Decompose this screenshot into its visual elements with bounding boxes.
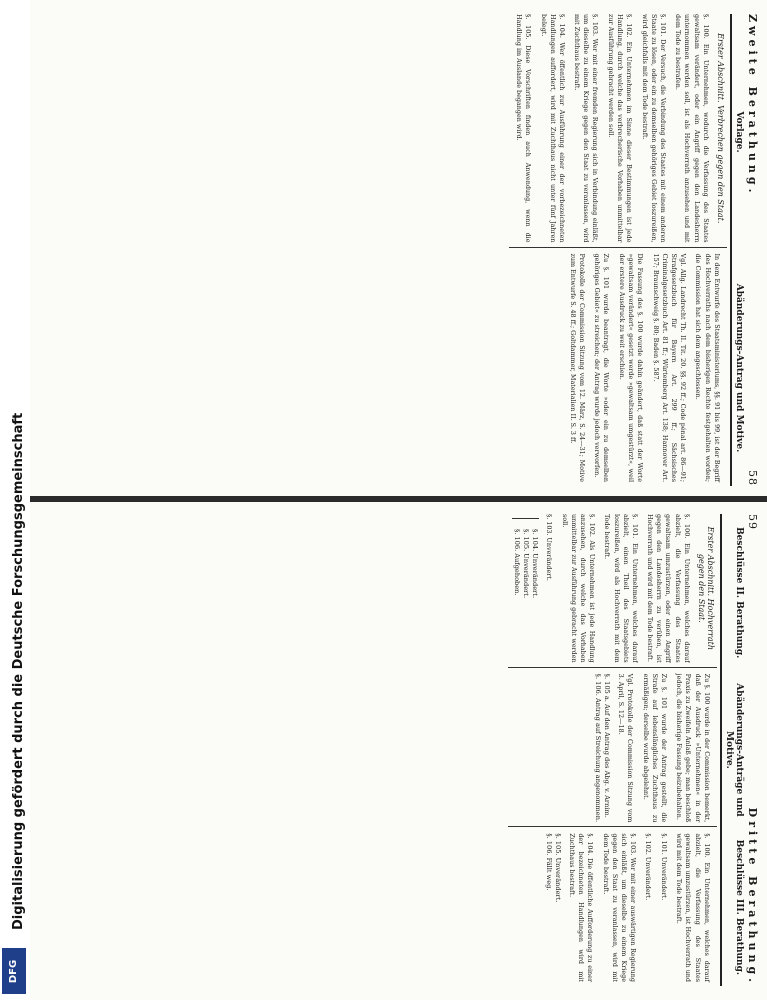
paragraph: §. 102. Ein Unternehmen im Sinne dieser Bestimmungen ist jede Handlung, durch welche das verbrecherische Vorhaben unmittelbar zur Ausführung gebracht werden soll.: [606, 14, 634, 243]
tail-line: §. 105. Unverändert.: [553, 833, 562, 903]
paragraph: Zu §. 101 wurde der Antrag gestellt, die Strafe auf lebenslängliches Zuchthaus zu ermäßigen; derselbe wurde abgelehnt.: [641, 673, 668, 823]
left-column-headers: [730, 14, 744, 486]
paragraph: Zu §. 101 wurde beantragt, die Worte »oder ein zu demselben gehöriges Gebiet« zu streichen; der Antrag wurde jedoch verworfen.: [593, 253, 611, 482]
funding-notice: Digitalisierung gefördert durch die Deutsche Forschungsgemeinschaft: [11, 412, 26, 930]
paragraph: §. 100. Ein Unternehmen, welches darauf abzielt, die Verfassung des Staates gewaltsam umzustürzen, oder einen Angriff gegen den Landesherrn zu verüben, ist Hochverrath und wird mit dem Tode bestraft.: [646, 514, 691, 663]
tail-line: §. 105. Unverändert.: [522, 529, 531, 599]
tail-line: §. 104. Unverändert.: [531, 529, 540, 599]
paragraph: §. 101. Unverändert.: [659, 833, 668, 901]
paragraph: §. 105. Diese Vorschriften finden auch Anwendung, wenn die Handlung im Auslande begangen wird.: [515, 14, 533, 243]
left-col0-header: Vorlage.: [734, 111, 744, 153]
left-col1: [509, 254, 727, 487]
tail-line: §. 106. Antrag auf Streichung angenommen.: [593, 673, 602, 823]
dfg-logo-text: DFG: [8, 959, 20, 983]
right-col2: [508, 833, 717, 986]
left-page-header: [746, 14, 759, 486]
paragraph: §. 102. Unverändert.: [644, 833, 653, 901]
dfg-logo: [2, 948, 26, 994]
right-page: [0, 500, 767, 1000]
paragraph: §. 104. Die öffentliche Aufforderung zu einer der bezeichneten Handlungen wird mit Zuchthaus bestraft.: [567, 833, 595, 983]
paragraph: Zu §. 100 wurde in der Commission bemerkt, daß der Ausdruck »Unternehmen« in der Praxis zu Zweifeln Anlaß gebe; man beschloß jedoch, die bisherige Fassung beizubehalten.: [675, 673, 711, 823]
left-col0-subheading: Erster Abschnitt. Verbrechen gegen den Staat.: [716, 33, 725, 224]
right-columns: [508, 514, 717, 986]
right-page-header: [746, 514, 759, 986]
paragraph: §. 101. Der Versuch, die Verbindung des Staates mit einem anderen Staate zu lösen, oder ein zu demselben gehöriges Gebiet loszureißen, wird gleichfalls mit dem Tode bestraft.: [640, 14, 667, 243]
tail-block: [512, 518, 539, 663]
right-col0-subheading: Erster Abschnitt. Hochverrath gegen den Staat.: [697, 526, 715, 651]
paragraph: Vgl. Protokolle der Commission Sitzung vom 3. April, S. 12—18.: [617, 673, 635, 823]
paragraph: §. 103. Wer mit einer auswärtigen Regierung sich einläßt, um dieselbe zu einem Kriege gegen den Staat zu veranlassen, wird mit dem Tode bestraft.: [601, 833, 637, 983]
tail-line: §. 105 a. Auf den Antrag des Abg. v. Arnim.: [602, 673, 611, 818]
tail-block: [593, 674, 611, 823]
tail-line: §. 106. Fällt weg.: [544, 833, 553, 891]
right-page-number: 59: [746, 514, 759, 530]
paragraph: §. 101. Ein Unternehmen, welches darauf abzielt, einen Theil des Staatsgebiets loszureißen, wird als Hochverrath mit dem Tode bestraft.: [603, 514, 639, 663]
paragraph: §. 102. Als Unternehmen ist jede Handlung anzusehen, durch welche das Vorhaben unmittelbar zur Ausführung gebracht werden soll.: [560, 514, 596, 663]
paragraph: Protokolle der Commission Sitzung vom 12. März, S. 24—31; Motive zum Entwurfe S. 48 ff.; Goltdammer, Materialien II. S. 3 ff.: [568, 253, 586, 482]
tail-block: [544, 833, 562, 982]
right-col0: [508, 514, 717, 668]
right-page-heading: Dritte Berathung.: [746, 807, 759, 986]
paragraph: Vgl. Allg. Landrecht Th. II. Tit. 20. §§. 92 ff.; Code pénal art. 86—91; Strafgesetzbuch für Bayern Art. 299 ff.; Sächsisches Criminalgesetzbuch Art. 81 ff.; Würtemberg Art. 138; Hannover Art. 157; Braunschweig §. 80; Baden §. 587.: [651, 253, 687, 482]
digitization-footer: [0, 0, 30, 1000]
left-page-heading: Zweite Berathung.: [746, 14, 759, 197]
right-column-headers: [720, 514, 744, 986]
paragraph: §. 104. Wer öffentlich zur Ausführung einer der vorbezeichneten Handlungen auffordert, wird mit Zuchthaus nicht unter fünf Jahren belegt.: [539, 14, 566, 243]
left-col0: [509, 14, 727, 248]
left-col1-header: Abänderungs-Antrag und Motive.: [734, 283, 744, 453]
right-col1-header: Abänderungs-Anträge und Motive.: [724, 683, 744, 817]
paragraph: §. 103. Unverändert.: [545, 514, 554, 581]
left-columns: [509, 14, 727, 486]
right-col2-header: Beschlüsse III. Berathung.: [734, 839, 744, 976]
paragraph: In dem Entwurfe des Staatsministeriums, §§. 91 bis 99, ist der Begriff des Hochverraths nach dem bisherigen Rechte festgehalten worden; die Commission hat sich dem angeschlossen.: [694, 253, 721, 482]
paragraph: §. 103. Wer mit einer fremden Regierung sich in Verbindung einläßt, um dieselbe zu einem Kriege gegen den Staat zu veranlassen, wird mit Zuchthaus bestraft.: [573, 14, 600, 243]
right-col0-header: Beschlüsse II. Berathung.: [734, 527, 744, 659]
right-col1: [508, 674, 717, 828]
tail-line: §. 106. Aufgehoben.: [513, 529, 522, 596]
paragraph: Die Fassung des §. 100 wurde dahin geändert, daß statt der Worte »gewaltsam verändert« gesetzt werde »gewaltsam umgestürzt«, weil der erstere Ausdruck zu weit erschien.: [617, 253, 645, 482]
paragraph: §. 100. Ein Unternehmen, welches darauf abzielt, die Verfassung des Staates gewaltsam umzustürzen, ist Hochverrath und wird mit dem Tode bestraft.: [675, 833, 711, 983]
left-page-number: 58: [746, 470, 759, 486]
paragraph: §. 100. Ein Unternehmen, wodurch die Verfassung des Staates gewaltsam verändert, oder ein Angriff gegen den Landesherrn unternommen werden soll, ist als Hochverrath anzusehen und mit dem Tode zu bestrafen.: [674, 14, 710, 243]
